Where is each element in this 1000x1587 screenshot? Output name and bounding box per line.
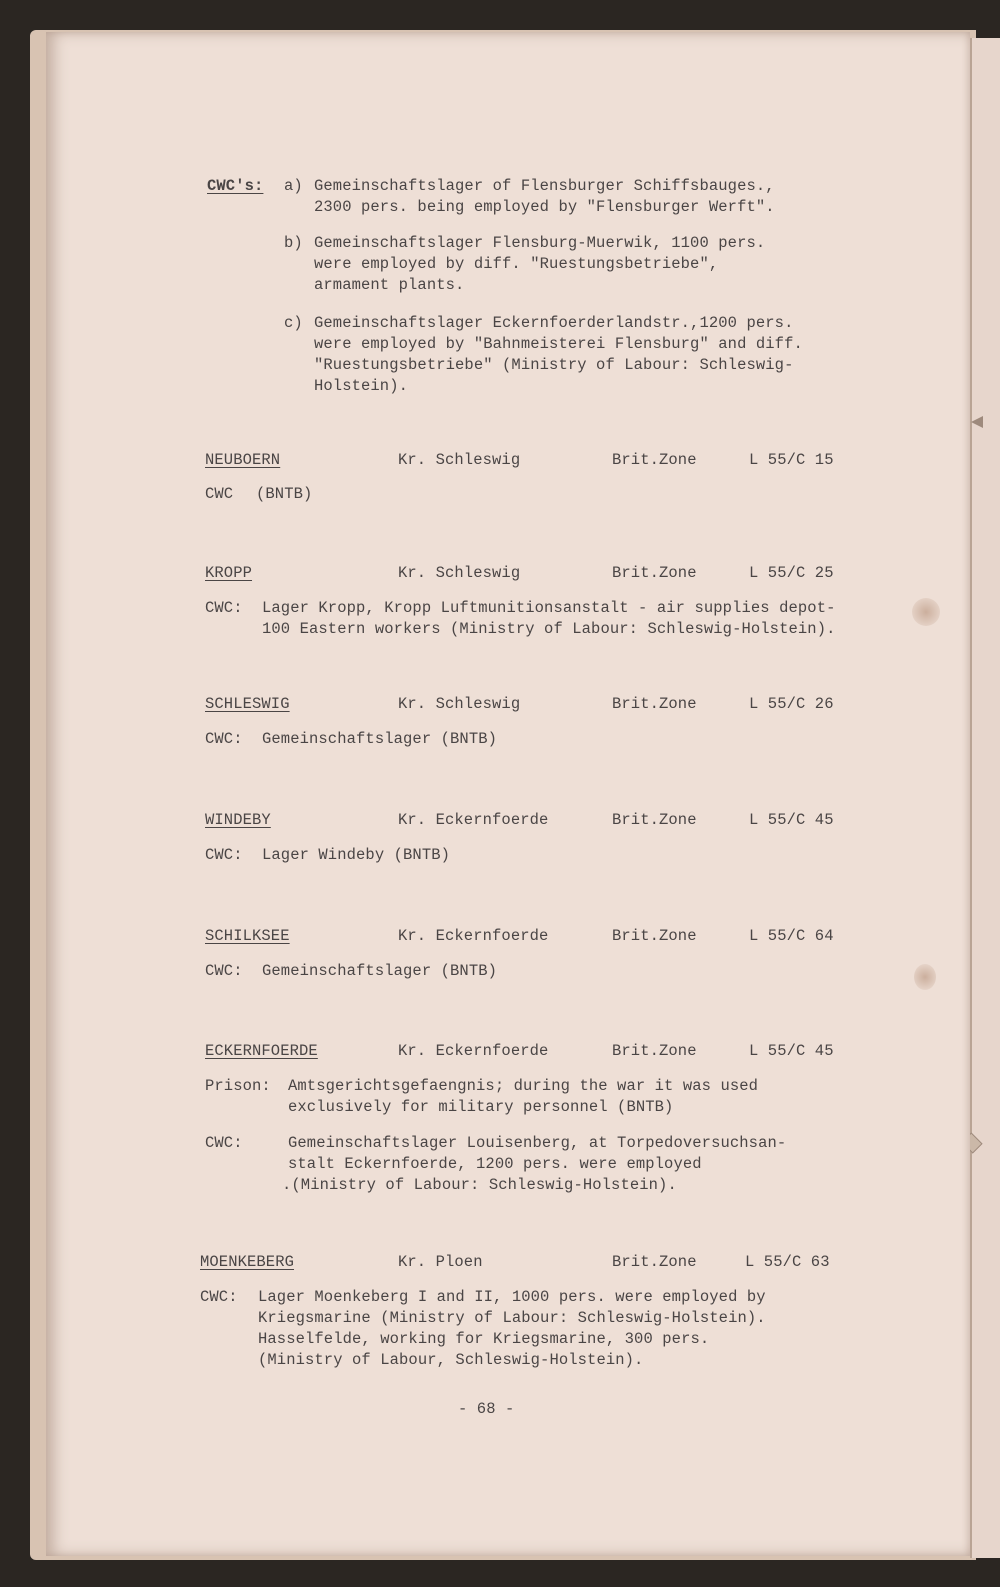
entry-zone: Brit.Zone [612, 1253, 697, 1271]
cwc-item-b-marker: b) [284, 234, 303, 252]
stain-mark [914, 964, 936, 990]
entry-kreis: Kr. Eckernfoerde [398, 1042, 549, 1060]
entry-line-text: exclusively for military personnel (BNTB) [288, 1098, 674, 1116]
entry-kreis: Kr. Schleswig [398, 564, 521, 582]
entry-reference: L 55/C 15 [749, 451, 834, 469]
entry-place-name: MOENKEBERG [200, 1253, 295, 1271]
entry-line-label: CWC: [205, 846, 243, 864]
cwc-item-c-marker: c) [284, 314, 303, 332]
entry-line-label: CWC: [205, 599, 243, 617]
entry-line-label: CWC: [205, 962, 243, 980]
cwc-item-a-line: Gemeinschaftslager of Flensburger Schiffsbauges., [314, 177, 775, 195]
entry-line-text: Hasselfelde, working for Kriegsmarine, 300 pers. [258, 1330, 710, 1348]
entry-line-text: Lager Kropp, Kropp Luftmunitionsanstalt - air supplies depot- [262, 599, 836, 617]
cwc-item-c-line: Holstein). [314, 377, 409, 395]
entry-zone: Brit.Zone [612, 451, 697, 469]
entry-place-name: WINDEBY [205, 811, 271, 829]
entry-kreis: Kr. Eckernfoerde [398, 811, 549, 829]
entry-reference: L 55/C 26 [749, 695, 834, 713]
entry-reference: L 55/C 45 [749, 1042, 834, 1060]
entry-place-name: SCHLESWIG [205, 695, 290, 713]
entry-line-label: CWC: [205, 1134, 243, 1152]
entry-line-text: Kriegsmarine (Ministry of Labour: Schleswig-Holstein). [258, 1309, 766, 1327]
page-number: - 68 - [458, 1400, 515, 1418]
entry-reference: L 55/C 63 [745, 1253, 830, 1271]
entry-line-text: Lager Windeby (BNTB) [262, 846, 451, 864]
entry-zone: Brit.Zone [612, 1042, 697, 1060]
stain-mark [912, 598, 940, 626]
entry-zone: Brit.Zone [612, 564, 697, 582]
cwc-item-c-line: Gemeinschaftslager Eckernfoerderlandstr.,1200 pers. [314, 314, 794, 332]
entry-line-text: 100 Eastern workers (Ministry of Labour: Schleswig-Holstein). [262, 620, 836, 638]
entry-line-text: Gemeinschaftslager (BNTB) [262, 730, 498, 748]
entry-zone: Brit.Zone [612, 695, 697, 713]
entry-reference: L 55/C 45 [749, 811, 834, 829]
entry-kreis: Kr. Schleswig [398, 695, 521, 713]
cwc-item-a-marker: a) [284, 177, 303, 195]
entry-line-label: CWC [205, 485, 234, 503]
entry-kreis: Kr. Eckernfoerde [398, 927, 549, 945]
cwc-item-c-line: "Ruestungsbetriebe" (Ministry of Labour: Schleswig- [314, 356, 794, 374]
entry-reference: L 55/C 25 [749, 564, 834, 582]
entry-line-text: stalt Eckernfoerde, 1200 pers. were employed [288, 1155, 702, 1173]
entry-line-text: (BNTB) [256, 485, 313, 503]
cwc-item-b-line: armament plants. [314, 276, 465, 294]
entry-line-text: Gemeinschaftslager Louisenberg, at Torpedoversuchsan- [288, 1134, 787, 1152]
entry-line-text: Lager Moenkeberg I and II, 1000 pers. were employed by [258, 1288, 766, 1306]
entry-zone: Brit.Zone [612, 927, 697, 945]
entry-place-name: SCHILKSEE [205, 927, 290, 945]
entry-line-label: CWC: [200, 1288, 238, 1306]
page-tab-marker [971, 416, 983, 428]
entry-kreis: Kr. Schleswig [398, 451, 521, 469]
cwc-item-b-line: Gemeinschaftslager Flensburg-Muerwik, 1100 pers. [314, 234, 766, 252]
cwc-block-label: CWC's: [207, 177, 264, 195]
entry-line-text: Gemeinschaftslager (BNTB) [262, 962, 498, 980]
cwc-item-c-line: were employed by "Bahnmeisterei Flensburg" and diff. [314, 335, 803, 353]
adjacent-page-edge [970, 38, 1000, 1558]
entry-line-text: (Ministry of Labour, Schleswig-Holstein). [258, 1351, 644, 1369]
entry-line-label: CWC: [205, 730, 243, 748]
cwc-item-a-line: 2300 pers. being employed by "Flensburger Werft". [314, 198, 775, 216]
entry-reference: L 55/C 64 [749, 927, 834, 945]
entry-kreis: Kr. Ploen [398, 1253, 483, 1271]
entry-place-name: KROPP [205, 564, 253, 582]
entry-line-text: .(Ministry of Labour: Schleswig-Holstein). [282, 1176, 677, 1194]
cwc-item-b-line: were employed by diff. "Ruestungsbetriebe", [314, 255, 719, 273]
entry-zone: Brit.Zone [612, 811, 697, 829]
entry-place-name: NEUBOERN [205, 451, 281, 469]
entry-line-label: Prison: [205, 1077, 271, 1095]
entry-line-text: Amtsgerichtsgefaengnis; during the war it was used [288, 1077, 759, 1095]
entry-place-name: ECKERNFOERDE [205, 1042, 318, 1060]
